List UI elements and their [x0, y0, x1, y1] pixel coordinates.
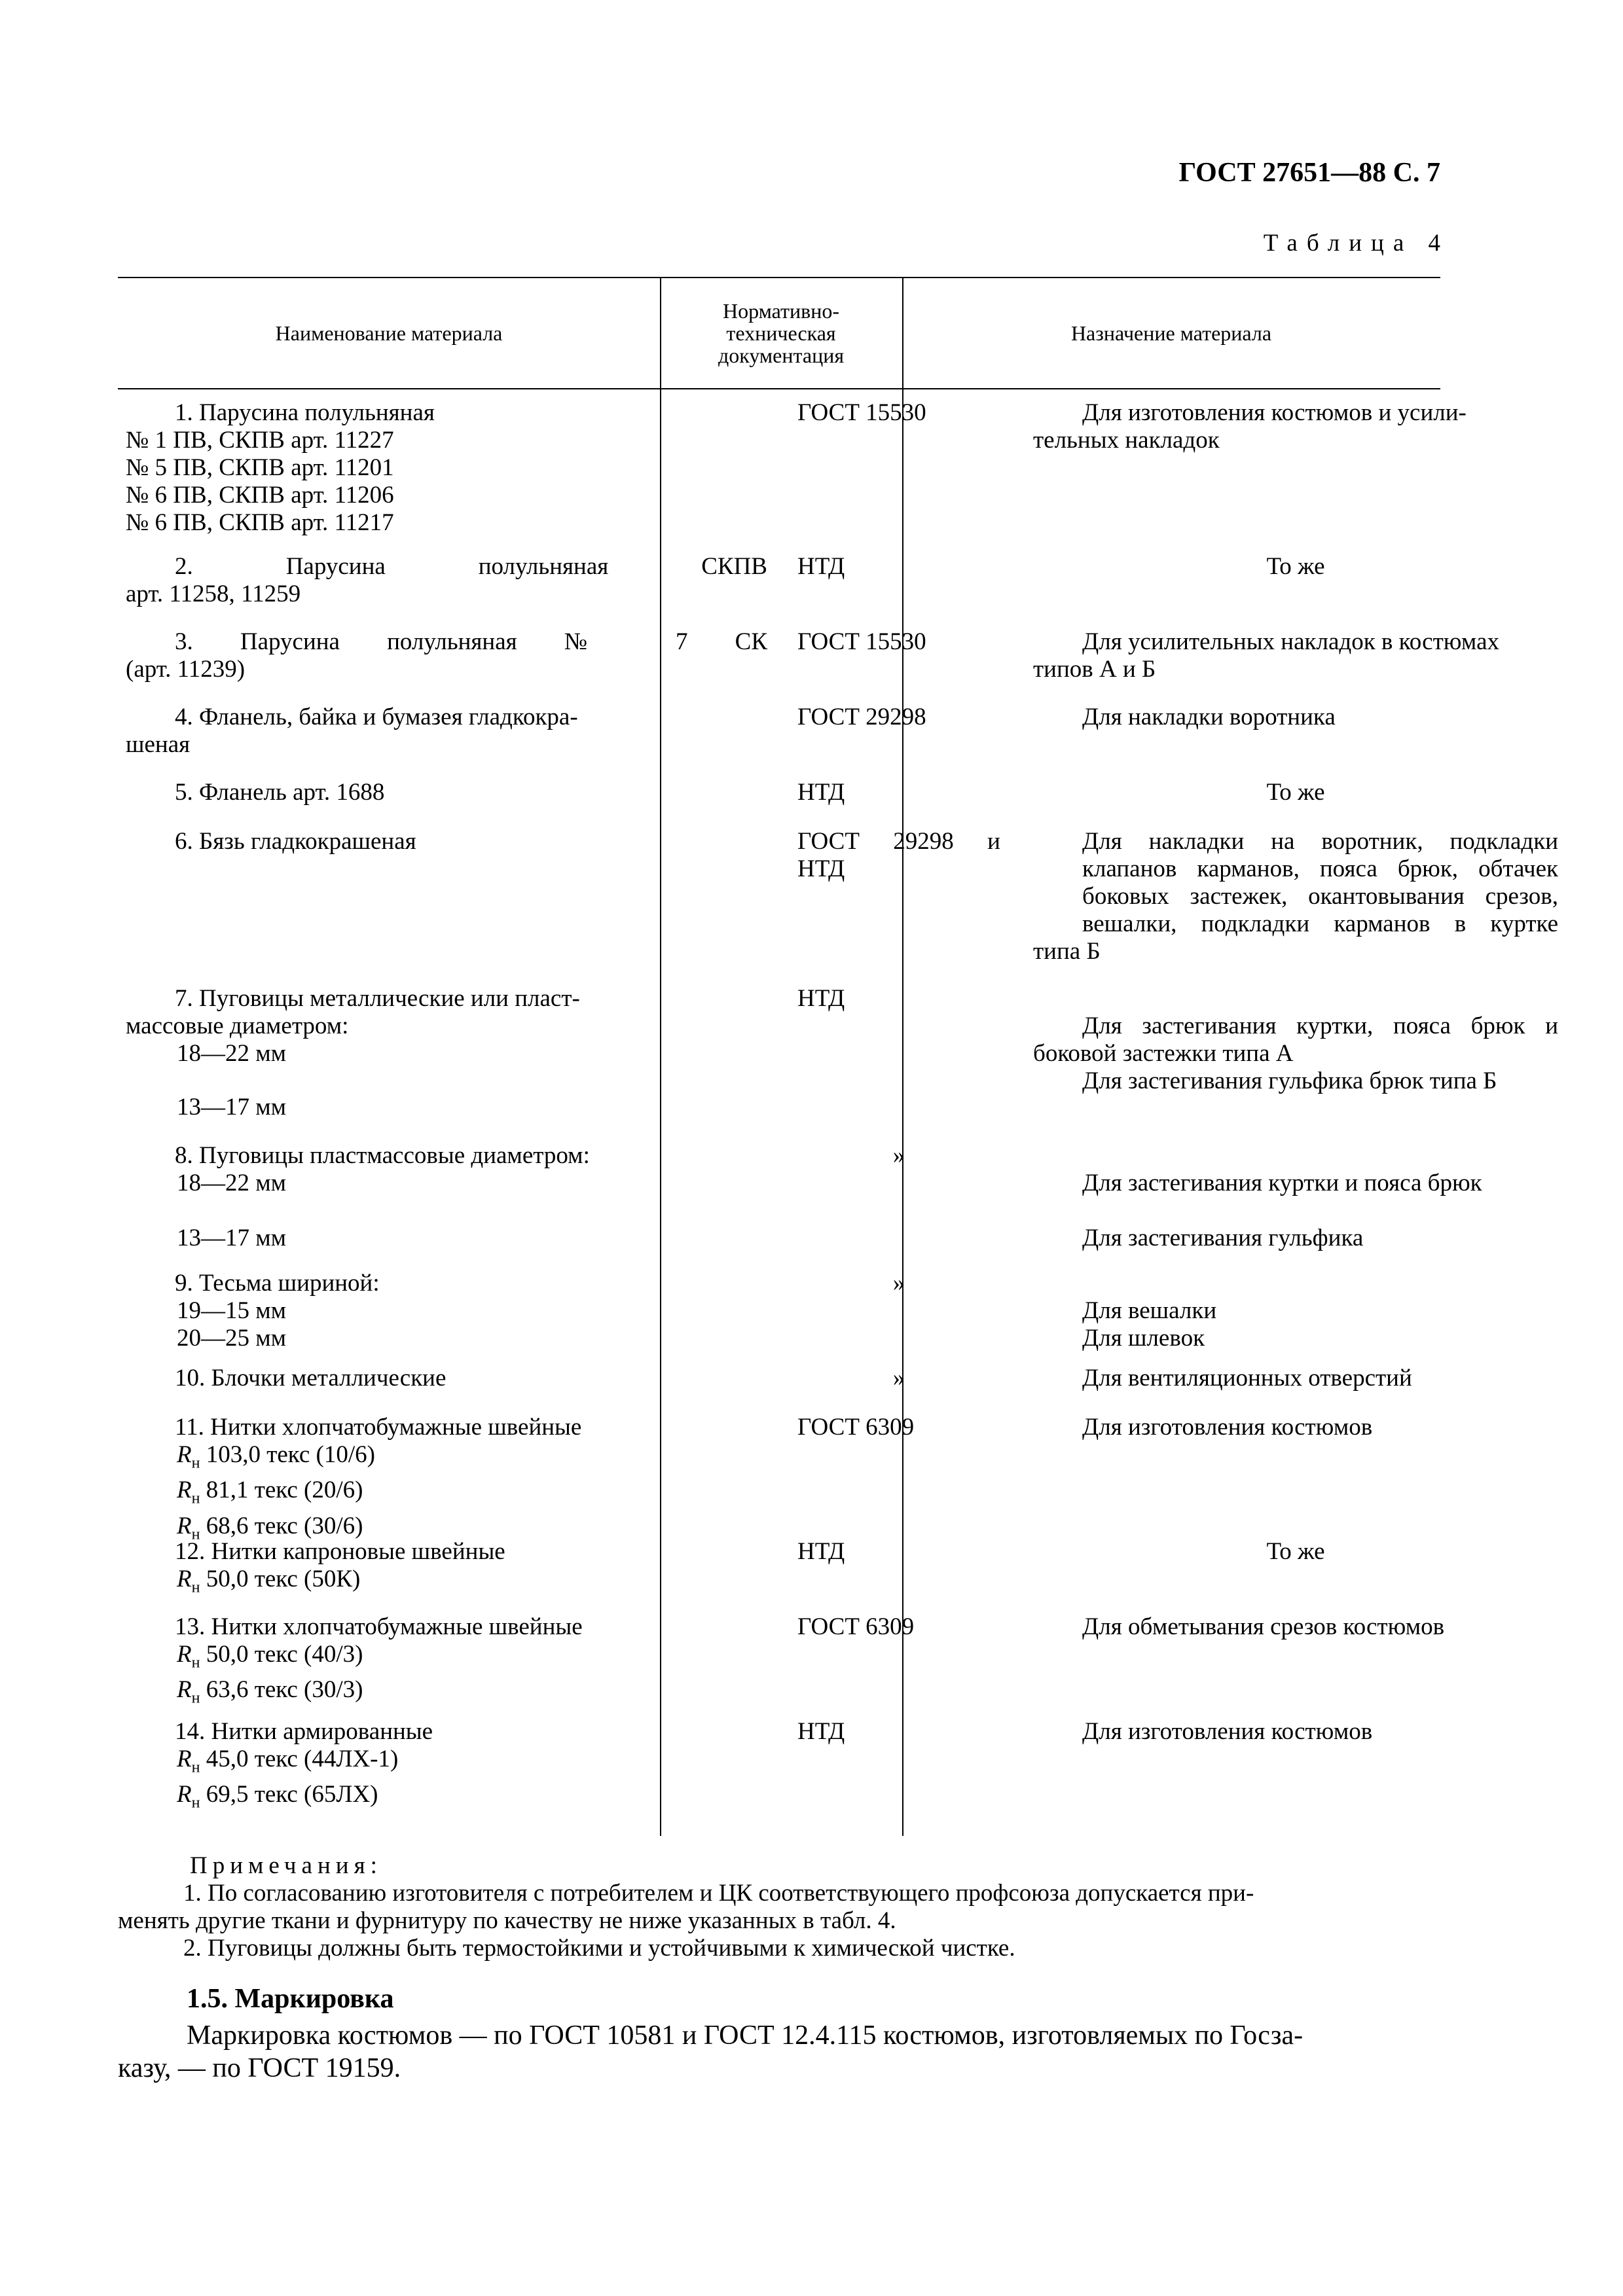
- rh-symbol: R: [177, 1781, 192, 1808]
- cell-name: [126, 1414, 767, 1548]
- section-text: [118, 2019, 1440, 2085]
- cell-use-line: боковой застежки типа А: [1033, 1040, 1294, 1067]
- cell-use: [1033, 1613, 1558, 1641]
- rh-symbol: R: [177, 1566, 192, 1592]
- cell-doc-line: НТД: [797, 1538, 845, 1565]
- cell-use: [1033, 1270, 1558, 1352]
- cell-use: [1033, 1718, 1558, 1746]
- rh-symbol: R: [177, 1477, 192, 1504]
- rh-subscript: н: [191, 1689, 200, 1707]
- cell-use-line: боковых застежек, окантовывания срезов,: [1082, 883, 1558, 910]
- cell-use-line: Для шлевок: [1082, 1325, 1205, 1352]
- cell-name-line: 11. Нитки хлопчатобумажные швейные: [175, 1414, 582, 1441]
- notes: [118, 1852, 1440, 1962]
- cell-use: [1033, 1142, 1558, 1252]
- cell-doc: [797, 1365, 1000, 1392]
- cell-use: [1033, 1538, 1558, 1566]
- cell-name-line: массовые диаметром:: [126, 1013, 349, 1039]
- cell-use: [1033, 985, 1558, 1095]
- cell-name: [126, 779, 767, 806]
- cell-use-line: Для обметывания срезов костюмов: [1082, 1613, 1445, 1640]
- cell-doc: [797, 1142, 1000, 1170]
- cell-name-line: 20—25 мм: [177, 1325, 287, 1352]
- cell-name-line: $R_н$ 63,6 текс (30/3): [177, 1676, 363, 1707]
- cell-doc: [797, 1270, 1000, 1297]
- table-header-rule: [118, 388, 1440, 389]
- cell-name-line: 5. Фланель арт. 1688: [175, 779, 385, 806]
- cell-doc-line: НТД: [797, 1718, 845, 1745]
- cell-use-line: То же: [1266, 553, 1325, 580]
- cell-use-line: клапанов карманов, пояса брюк, обтачек: [1082, 855, 1558, 882]
- cell-use-line: То же: [1266, 779, 1325, 806]
- rh-symbol: R: [177, 1441, 192, 1468]
- cell-use: [1033, 828, 1558, 965]
- column-header-doc-text: Нормативно- техническая документация: [718, 299, 845, 367]
- cell-doc: [797, 985, 1000, 1013]
- cell-name-line: $R_н$ 103,0 текс (10/6): [177, 1441, 375, 1472]
- cell-name-line: № 6 ПВ, СКПВ арт. 11206: [126, 482, 394, 509]
- cell-doc-line: ГОСТ 6309: [797, 1414, 915, 1441]
- note-2: 2. Пуговицы должны быть термостойкими и устойчивыми к химической чистке.: [183, 1935, 1015, 1962]
- cell-name-line: 8. Пуговицы пластмассовые диаметром:: [175, 1142, 590, 1169]
- cell-name-line: 9. Тесьма шириной:: [175, 1270, 380, 1297]
- rh-symbol: R: [177, 1641, 192, 1668]
- table-label-word: Таблица: [1263, 230, 1413, 257]
- cell-name: [126, 1142, 767, 1252]
- cell-name-line: 3. Парусина полульняная № 7 СК: [175, 628, 767, 655]
- cell-doc-line: ГОСТ 15530: [797, 628, 926, 655]
- cell-use-line: Для изготовления костюмов: [1082, 1718, 1373, 1745]
- cell-doc-line: НТД: [797, 985, 845, 1012]
- cell-name: [126, 553, 767, 608]
- cell-use-line: типов А и Б: [1033, 656, 1156, 683]
- cell-use: [1033, 704, 1558, 731]
- cell-name-line: 10. Блочки металлические: [175, 1365, 447, 1391]
- rh-subscript: н: [191, 1490, 200, 1507]
- page-header: ГОСТ 27651—88 С. 7: [1178, 158, 1440, 188]
- cell-use-line: вешалки, подкладки карманов в куртке: [1082, 910, 1558, 937]
- cell-doc: [797, 828, 1000, 883]
- cell-name-line: $R_н$ 50,0 текс (40/3): [177, 1641, 363, 1672]
- cell-doc-line: ГОСТ 29298: [797, 704, 926, 730]
- cell-name-line: 14. Нитки армированные: [175, 1718, 433, 1745]
- cell-use-line: Для вентиляционных отверстий: [1082, 1365, 1412, 1391]
- cell-name-line: 4. Фланель, байка и бумазея гладкокра-: [175, 704, 578, 730]
- cell-name: [126, 1270, 767, 1352]
- cell-name-line: $R_н$ 81,1 текс (20/6): [177, 1477, 363, 1507]
- cell-name-line: $R_н$ 68,6 текс (30/6): [177, 1512, 363, 1543]
- cell-name-line: (арт. 11239): [126, 656, 246, 683]
- cell-name-line: 1. Парусина полульняная: [175, 399, 435, 426]
- cell-use-line: Для вешалки: [1082, 1297, 1217, 1324]
- cell-doc-line: ГОСТ 29298 и: [797, 828, 1000, 855]
- section-text-line-1: Маркировка костюмов — по ГОСТ 10581 и ГОСТ 12.4.115 костюмов, изготовляемых по Госза-: [187, 2020, 1304, 2051]
- cell-name: [126, 399, 767, 537]
- rh-subscript: н: [191, 1759, 200, 1776]
- cell-name-line: 13—17 мм: [177, 1225, 287, 1251]
- table-column-divider-2: [902, 278, 903, 1836]
- cell-use: [1033, 779, 1558, 806]
- cell-doc-line: НТД: [797, 779, 845, 806]
- note-1-continued: менять другие ткани и фурнитуру по качеству не ниже указанных в табл. 4.: [118, 1907, 896, 1934]
- cell-name-line: № 6 ПВ, СКПВ арт. 11217: [126, 509, 394, 536]
- cell-use: [1033, 553, 1558, 581]
- column-header-name-text: Наименование материала: [275, 321, 503, 345]
- cell-use-line: тельных накладок: [1033, 427, 1220, 454]
- cell-use-line: Для застегивания куртки и пояса брюк: [1082, 1170, 1482, 1196]
- cell-name-line: 18—22 мм: [177, 1170, 287, 1196]
- cell-doc-line: ГОСТ 6309: [797, 1613, 915, 1640]
- cell-name: [126, 628, 767, 683]
- cell-doc: [797, 1538, 1000, 1566]
- cell-name-line: 18—22 мм: [177, 1040, 287, 1067]
- cell-doc-line: »: [892, 1270, 905, 1297]
- cell-doc-line: ГОСТ 15530: [797, 399, 926, 426]
- cell-name-line: $R_н$ 69,5 текс (65ЛХ): [177, 1781, 378, 1812]
- cell-name-line: 12. Нитки капроновые швейные: [175, 1538, 505, 1565]
- cell-name: [126, 1613, 767, 1712]
- cell-name-line: 7. Пуговицы металлические или пласт-: [175, 985, 580, 1012]
- cell-doc: [797, 704, 1000, 731]
- table-number: 4: [1428, 230, 1440, 257]
- cell-doc: [797, 779, 1000, 806]
- cell-use-line: Для изготовления костюмов и усили-: [1082, 399, 1467, 426]
- cell-name-line: 2. Парусина полульняная СКПВ: [175, 553, 767, 580]
- notes-title: Примечания:: [190, 1852, 382, 1879]
- cell-name-line: шеная: [126, 731, 191, 758]
- cell-name-line: $R_н$ 50,0 текс (50К): [177, 1566, 361, 1596]
- rh-subscript: н: [191, 1794, 200, 1812]
- cell-use-line: Для накладки на воротник, подкладки: [1082, 828, 1558, 855]
- column-header-use: [902, 278, 1440, 388]
- cell-doc-line: НТД: [797, 855, 845, 882]
- cell-use: [1033, 399, 1558, 454]
- cell-name-line: 13. Нитки хлопчатобумажные швейные: [175, 1613, 583, 1640]
- cell-doc-line: »: [892, 1142, 905, 1169]
- cell-name-line: 19—15 мм: [177, 1297, 287, 1324]
- cell-name: [126, 1718, 767, 1817]
- cell-use-line: Для застегивания гульфика брюк типа Б: [1082, 1067, 1497, 1094]
- cell-doc: [797, 1718, 1000, 1746]
- rh-symbol: R: [177, 1676, 192, 1704]
- cell-name: [126, 985, 767, 1121]
- cell-name: [126, 1365, 767, 1392]
- rh-subscript: н: [191, 1654, 200, 1672]
- cell-use-line: То же: [1266, 1538, 1325, 1565]
- cell-name-line: $R_н$ 45,0 текс (44ЛХ-1): [177, 1746, 399, 1776]
- cell-name-line: 6. Бязь гладкокрашеная: [175, 828, 416, 855]
- note-1: 1. По согласованию изготовителя с потребителем и ЦК соответствующего профсоюза допускается при-: [183, 1880, 1254, 1907]
- cell-doc: [797, 553, 1000, 581]
- cell-use-line: Для застегивания куртки, пояса брюк и: [1082, 1013, 1558, 1039]
- section-text-line-2: казу, — по ГОСТ 19159.: [118, 2053, 401, 2083]
- cell-doc: [797, 1414, 1000, 1441]
- cell-doc-line: НТД: [797, 553, 845, 580]
- cell-doc: [797, 399, 1000, 427]
- cell-name: [126, 704, 767, 759]
- rh-symbol: R: [177, 1512, 192, 1539]
- cell-use-line: Для застегивания гульфика: [1082, 1225, 1364, 1251]
- table-label: [1113, 229, 1440, 257]
- cell-doc: [797, 628, 1000, 656]
- rh-symbol: R: [177, 1746, 192, 1772]
- cell-name-line: № 5 ПВ, СКПВ арт. 11201: [126, 454, 394, 481]
- cell-name-line: 13—17 мм: [177, 1094, 287, 1121]
- cell-doc: [797, 1613, 1000, 1641]
- cell-use: [1033, 1365, 1558, 1392]
- cell-use-line: Для накладки воротника: [1082, 704, 1336, 730]
- column-header-use-text: Назначение материала: [1070, 321, 1272, 345]
- cell-doc-line: »: [892, 1365, 905, 1391]
- column-header-doc: [660, 278, 902, 388]
- cell-name-line: № 1 ПВ, СКПВ арт. 11227: [126, 427, 394, 454]
- cell-name: [126, 828, 767, 855]
- cell-use-line: Для изготовления костюмов: [1082, 1414, 1373, 1441]
- cell-use-line: Для усилительных накладок в костюмах: [1082, 628, 1500, 655]
- cell-name: [126, 1538, 767, 1601]
- cell-use-line: типа Б: [1033, 938, 1101, 965]
- cell-name-line: арт. 11258, 11259: [126, 581, 301, 607]
- rh-subscript: н: [191, 1526, 200, 1543]
- cell-use: [1033, 628, 1558, 683]
- rh-subscript: н: [191, 1454, 200, 1472]
- rh-subscript: н: [191, 1579, 200, 1596]
- cell-use: [1033, 1414, 1558, 1441]
- section-title: 1.5. Маркировка: [187, 1984, 394, 2014]
- column-header-name: [118, 278, 660, 388]
